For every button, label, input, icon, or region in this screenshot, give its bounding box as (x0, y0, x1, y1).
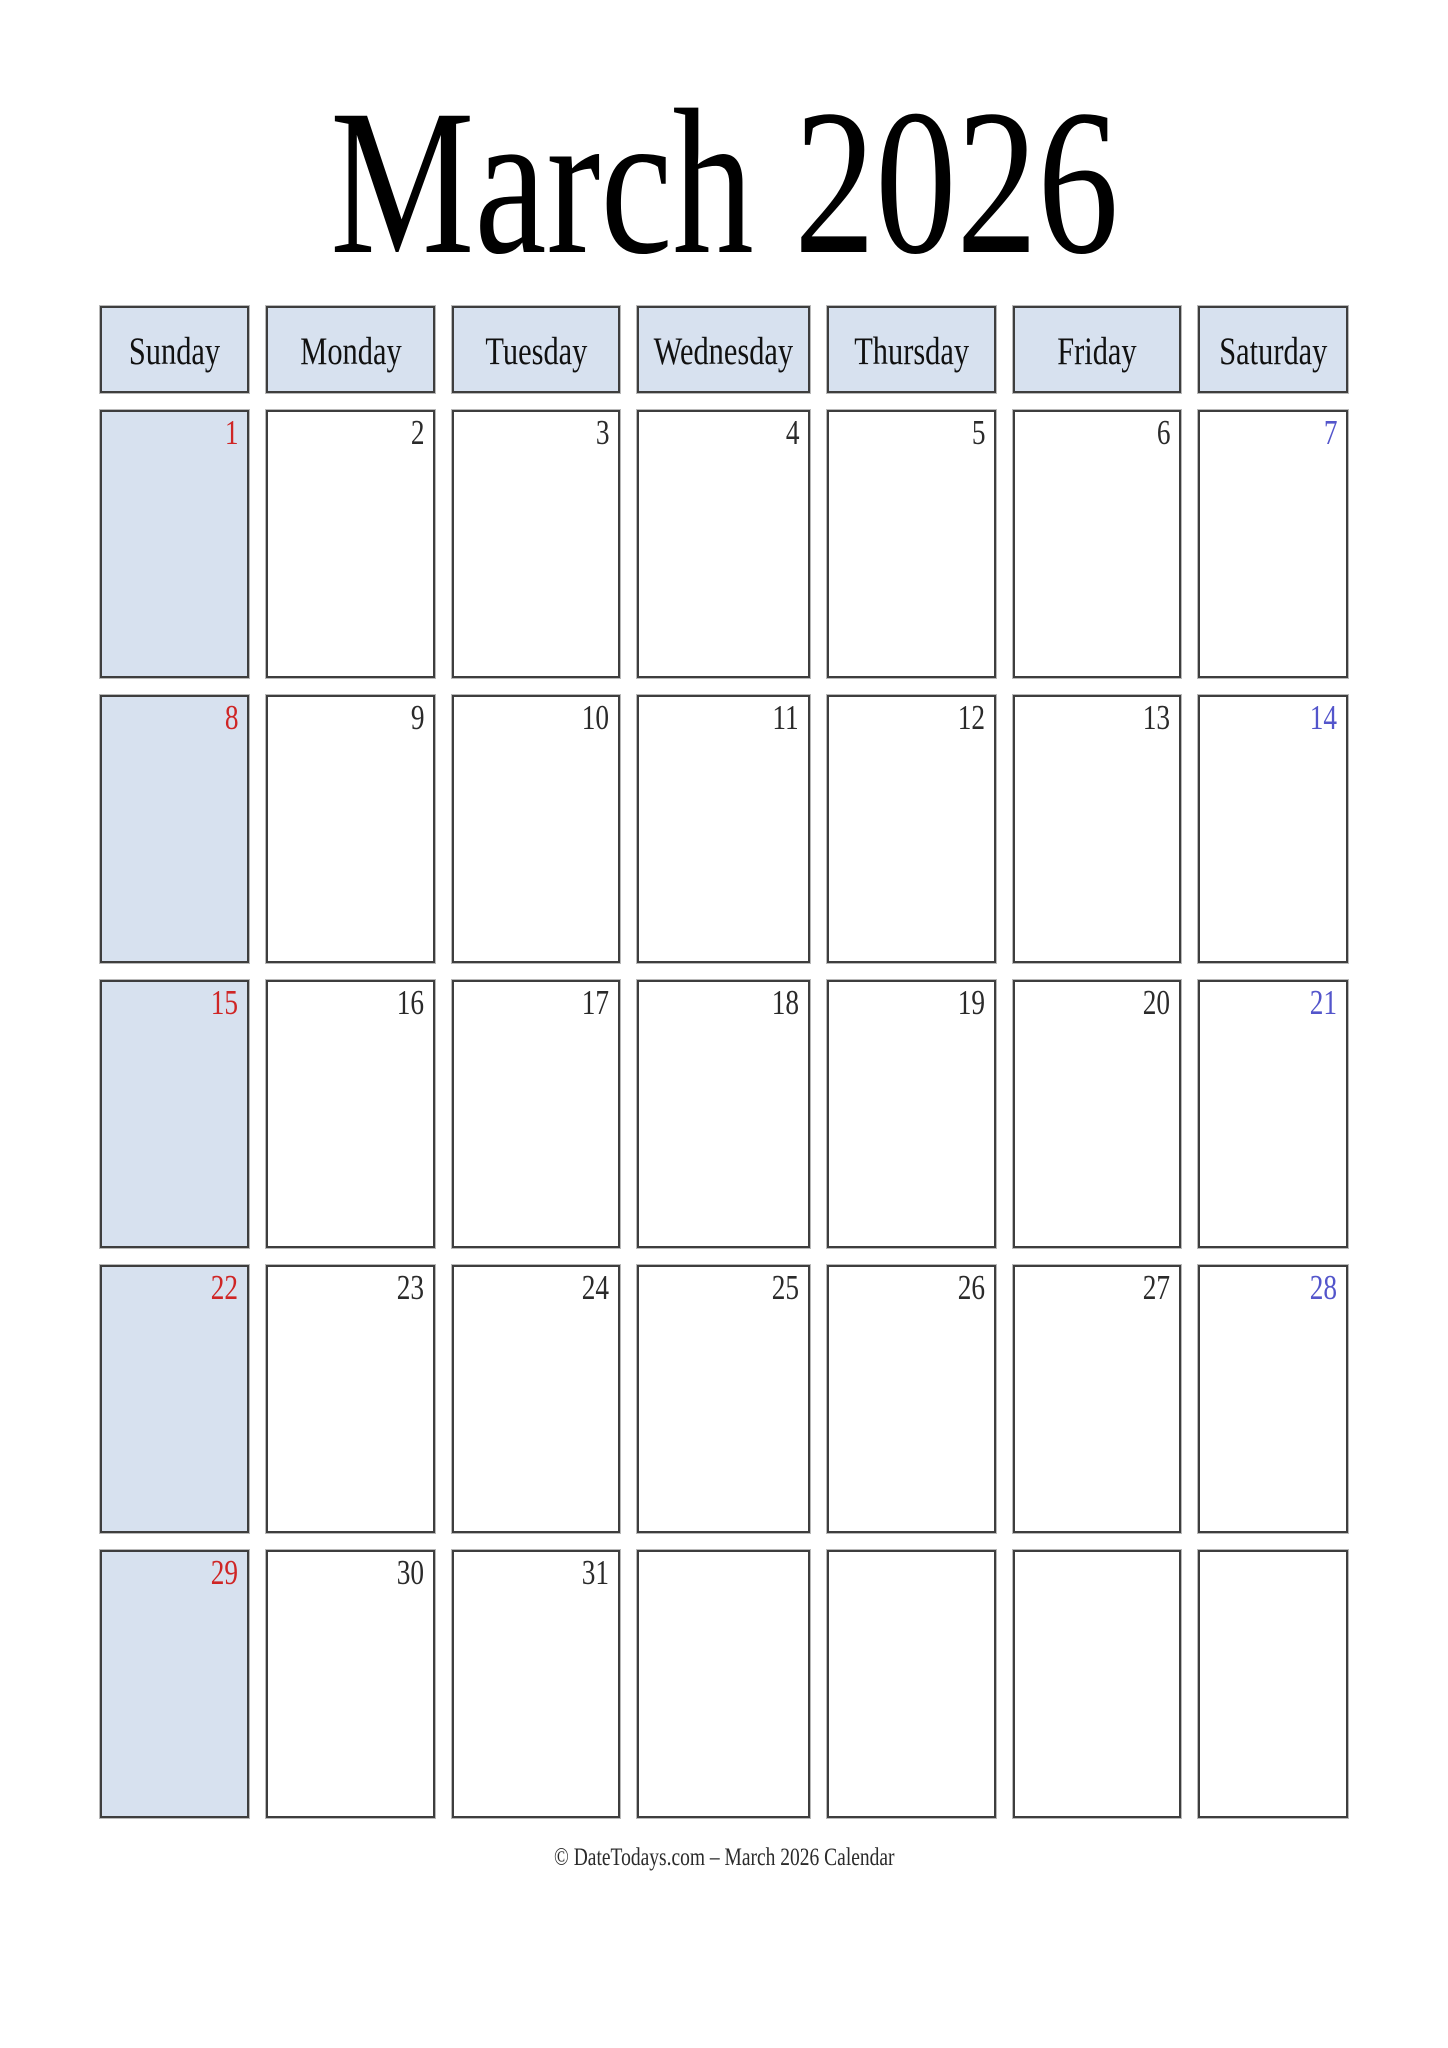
day-cell-19 (827, 980, 996, 1248)
day-cell-7 (1198, 410, 1348, 678)
day-header-label: Monday (299, 330, 402, 373)
day-cell-9 (266, 695, 435, 963)
day-number: 22 (210, 1268, 238, 1307)
day-number: 28 (1309, 1268, 1337, 1307)
day-cell-empty (637, 1550, 810, 1818)
day-number: 1 (224, 413, 238, 452)
day-cell-29 (100, 1550, 249, 1818)
calendar-title-text: March 2026 (329, 67, 1119, 297)
day-cell-3 (452, 410, 620, 678)
day-header-label: Friday (1057, 330, 1137, 373)
day-number: 21 (1309, 983, 1337, 1022)
day-cell-5 (827, 410, 996, 678)
day-header-label: Saturday (1218, 330, 1328, 373)
day-number: 4 (785, 413, 799, 452)
day-cell-4 (637, 410, 810, 678)
day-header-friday (1013, 306, 1181, 393)
day-number: 7 (1323, 413, 1337, 452)
day-number: 8 (224, 698, 238, 737)
day-cell-11 (637, 695, 810, 963)
day-header-wednesday (637, 306, 810, 393)
day-header-label: Sunday (128, 330, 221, 373)
day-cell-28 (1198, 1265, 1348, 1533)
calendar-grid (100, 306, 1348, 1818)
calendar-title (0, 67, 1448, 297)
day-cell-12 (827, 695, 996, 963)
day-number: 16 (396, 983, 424, 1022)
day-cell-25 (637, 1265, 810, 1533)
day-cell-17 (452, 980, 620, 1248)
day-cell-30 (266, 1550, 435, 1818)
day-cell-31 (452, 1550, 620, 1818)
day-cell-empty (827, 1550, 996, 1818)
day-number: 17 (581, 983, 609, 1022)
day-header-label: Wednesday (653, 330, 794, 373)
day-cell-2 (266, 410, 435, 678)
day-cell-22 (100, 1265, 249, 1533)
day-number: 20 (1142, 983, 1170, 1022)
day-number: 15 (210, 983, 238, 1022)
day-number: 24 (581, 1268, 609, 1307)
day-number: 26 (957, 1268, 985, 1307)
day-cell-empty (1198, 1550, 1348, 1818)
day-header-saturday (1198, 306, 1348, 393)
day-number: 6 (1156, 413, 1170, 452)
footer-credit (0, 1843, 1448, 1873)
day-number: 5 (971, 413, 985, 452)
day-header-sunday (100, 306, 249, 393)
day-number: 19 (957, 983, 985, 1022)
day-number: 27 (1142, 1268, 1170, 1307)
day-number: 18 (771, 983, 799, 1022)
day-header-tuesday (452, 306, 620, 393)
day-cell-14 (1198, 695, 1348, 963)
day-number: 3 (595, 413, 609, 452)
day-cell-10 (452, 695, 620, 963)
day-cell-20 (1013, 980, 1181, 1248)
day-cell-24 (452, 1265, 620, 1533)
day-cell-27 (1013, 1265, 1181, 1533)
day-header-monday (266, 306, 435, 393)
day-number: 9 (410, 698, 424, 737)
day-number: 10 (581, 698, 609, 737)
day-number: 13 (1142, 698, 1170, 737)
day-cell-26 (827, 1265, 996, 1533)
day-cell-16 (266, 980, 435, 1248)
day-cell-13 (1013, 695, 1181, 963)
footer-credit-text: © DateTodays.com – March 2026 Calendar (553, 1844, 895, 1871)
day-number: 29 (210, 1553, 238, 1592)
day-cell-15 (100, 980, 249, 1248)
day-number: 31 (581, 1553, 609, 1592)
day-cell-empty (1013, 1550, 1181, 1818)
day-number: 2 (410, 413, 424, 452)
day-number: 11 (772, 698, 799, 737)
day-cell-18 (637, 980, 810, 1248)
day-cell-23 (266, 1265, 435, 1533)
day-header-label: Tuesday (485, 330, 587, 373)
day-cell-21 (1198, 980, 1348, 1248)
day-number: 30 (396, 1553, 424, 1592)
day-header-label: Thursday (854, 330, 969, 373)
day-number: 23 (396, 1268, 424, 1307)
day-cell-1 (100, 410, 249, 678)
day-cell-6 (1013, 410, 1181, 678)
day-header-thursday (827, 306, 996, 393)
day-number: 25 (771, 1268, 799, 1307)
day-number: 12 (957, 698, 985, 737)
day-cell-8 (100, 695, 249, 963)
day-number: 14 (1309, 698, 1337, 737)
